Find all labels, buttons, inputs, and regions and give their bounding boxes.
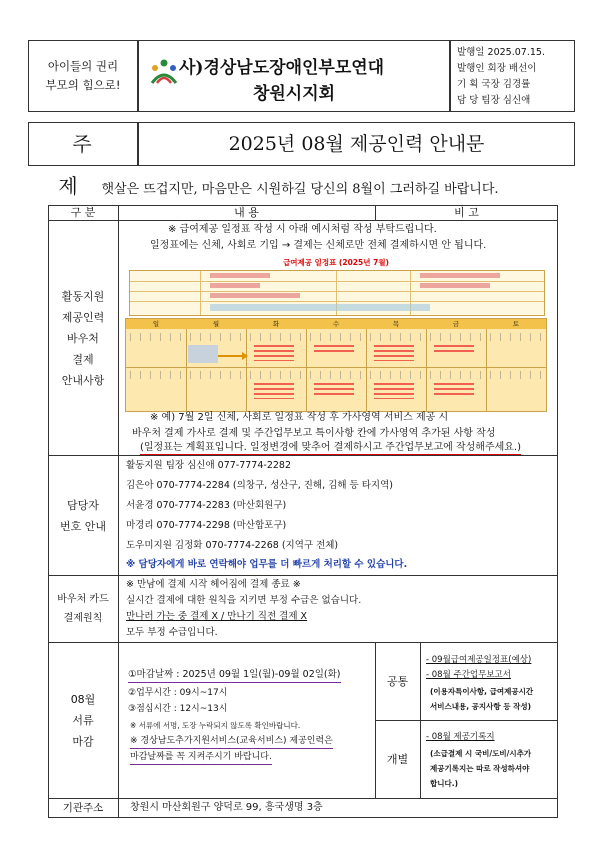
- individual-item: (소급결제 시 국비/도비/시추가: [430, 749, 532, 758]
- col-divider: [420, 642, 421, 798]
- lunch-time: ③점심시간 : 12시~13시: [128, 704, 228, 714]
- voucher-line: 모두 부정 수급입니다.: [126, 627, 218, 638]
- agency-note1: ※ 경상남도추가지원서비스(교육서비스) 제공인력은: [130, 734, 333, 749]
- schedule-example-image: [125, 256, 547, 412]
- contact-item: 활동지원 팀장 심신애 077-7774-2282: [126, 460, 291, 471]
- row-divider: [48, 642, 558, 643]
- activity-label-line: 안내사항: [61, 373, 105, 387]
- day-header: 토: [486, 319, 546, 329]
- day-header: 일: [126, 319, 187, 329]
- slogan-line2: 부모의 힘으로!: [45, 78, 121, 92]
- contact-item: 서윤경 070-7774-2283 (마산회원구): [126, 500, 287, 511]
- contacts-label-line: 번호 안내: [59, 519, 106, 533]
- address-label: 기관주소: [62, 802, 104, 814]
- individual-item: 제공기록지는 따로 작성하셔야: [430, 764, 530, 773]
- contact-item: 김은아 070-7774-2284 (의창구, 성산구, 진해, 김해 등 타지역): [126, 480, 393, 491]
- activity-line1: ※ 급여제공 일정표 작성 시 아래 예시처럼 작성 부탁드립니다.: [168, 224, 437, 235]
- activity-note2: 바우처 결제 가사로 결제 및 주간업무보고 특이사항 칸에 가사영역 추가된 사항 작성: [132, 428, 496, 439]
- voucher-line: 실시간 결제에 대한 원칙을 지키면 부정 수급은 없습니다.: [126, 595, 362, 606]
- deadline-label-line: 마감: [72, 735, 94, 748]
- voucher-label: [48, 576, 118, 642]
- contacts-label-line: 담당자: [67, 498, 99, 512]
- day-header: 수: [306, 319, 367, 329]
- activity-note1: ※ 예) 7월 2일 신체, 사회로 일정표 작성 후 가사영역 서비스 제공 시: [150, 412, 449, 423]
- deadline-label: [48, 643, 118, 798]
- activity-line2: 일정표에는 신체, 사회로 기입 → 결제는 신체로만 전체 결제하시면 안 됩니다.: [150, 240, 487, 251]
- row-divider: [48, 798, 558, 799]
- org-logo-icon: [149, 59, 179, 85]
- publisher: 발행인 회장 배선이: [457, 63, 537, 74]
- manager: 담 당 팀장 심신애: [457, 95, 531, 106]
- row-divider: [48, 220, 558, 221]
- individual-item: - 08월 제공기록지: [426, 732, 495, 742]
- contact-item: 마경리 070-7774-2298 (마산합포구): [126, 520, 287, 531]
- deadline-date: ①마감날짜 : 2025년 09월 1일(월)-09월 02일(화): [128, 668, 341, 683]
- common-item: 서비스내용, 공지사항 등 작성): [430, 702, 532, 711]
- voucher-label-line: 바우처 카드: [57, 594, 109, 605]
- contacts-notice: ※ 담당자에게 바로 연락해야 업무를 더 빠르게 처리할 수 있습니다.: [126, 559, 408, 570]
- slogan-line1: 아이들의 권리: [47, 59, 119, 73]
- col-divider: [118, 205, 119, 818]
- voucher-line: ※ 만남에 결제 시작 헤어짐에 결제 종료 ※: [126, 579, 301, 590]
- deadline-label-line: 서류: [72, 714, 94, 727]
- day-header: 목: [366, 319, 427, 329]
- voucher-label-line: 결제원칙: [63, 613, 103, 624]
- day-header: 금: [426, 319, 487, 329]
- activity-label-line: 제공인력: [61, 310, 105, 324]
- common-label: 공통: [386, 675, 409, 688]
- contact-item: 도우미지원 김정화 070-7774-2268 (지역구 전체): [126, 540, 339, 551]
- individual-label: 개별: [386, 753, 409, 766]
- row-divider: [48, 575, 558, 576]
- header-remarks: 비 고: [454, 206, 479, 219]
- schedule-image-title: 급여제공 일정표 (2025년 7월): [283, 258, 389, 267]
- address-value: 창원시 마산회원구 양덕로 99, 흥국생명 3층: [130, 802, 323, 813]
- signature-note: ※ 서류에 서명, 도장 누락되지 않도록 확인바랍니다.: [130, 721, 301, 730]
- org-branch: 창원시지회: [252, 84, 336, 104]
- subject-title: 2025년 08월 제공인력 안내문: [138, 122, 575, 166]
- common-item: - 08월 주간업무보고서: [426, 670, 511, 680]
- subject-label: 주 제: [28, 122, 138, 166]
- greeting: 햇살은 뜨겁지만, 마음만은 시원하길 당신의 8월이 그러하길 바랍니다.: [101, 182, 499, 197]
- header-category: 구 분: [70, 206, 96, 219]
- common-item: - 09월급여제공일정표(예상): [426, 655, 532, 665]
- row-divider: [48, 455, 558, 456]
- header-content: 내 용: [234, 206, 259, 219]
- activity-label-line: 활동지원: [61, 289, 105, 303]
- day-header: 월: [186, 319, 247, 329]
- schedule-info-block: [129, 270, 545, 316]
- org-name: 사)경상남도장애인부모연대: [179, 58, 385, 78]
- day-header: 화: [246, 319, 307, 329]
- work-time: ②업무시간 : 09시~17시: [128, 688, 228, 698]
- activity-label: [48, 221, 118, 455]
- issue-date: 발행일 2025.07.15.: [457, 47, 545, 58]
- individual-item: 합니다.): [430, 779, 459, 788]
- org-box: [138, 40, 450, 112]
- activity-label-line: 바우처: [67, 331, 99, 345]
- publication-info: [450, 40, 575, 112]
- slogan-box: [28, 40, 138, 112]
- common-item: (이용자특이사항, 급여제공시간: [430, 687, 534, 696]
- schedule-calendar-grid: [125, 318, 547, 412]
- deadline-label-line: 08월: [70, 693, 96, 706]
- voucher-line: 만나러 가는 중 결제 X / 만나기 직전 결제 X: [126, 611, 308, 622]
- agency-note2: 마감날짜를 꼭 지켜주시기 바랍니다.: [130, 750, 272, 765]
- planner: 기 획 국장 김경률: [457, 79, 531, 90]
- contacts-label: [48, 456, 118, 575]
- activity-label-line: 결제: [72, 352, 94, 366]
- activity-note3: (일정표는 계획표입니다. 일정변경에 맞추어 결제하시고 주간업무보고에 작성해주세요.): [140, 442, 521, 453]
